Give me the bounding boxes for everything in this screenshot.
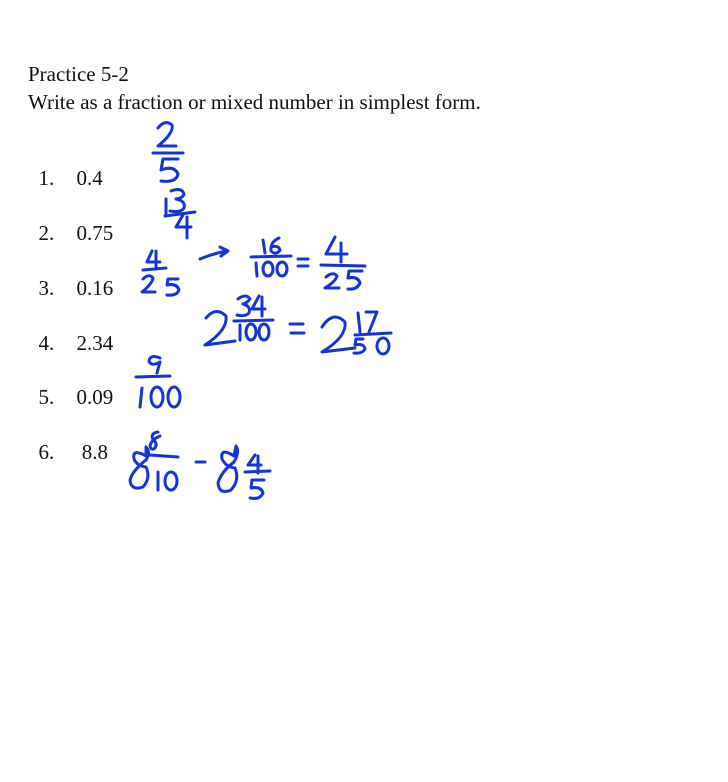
problem-value: 2.34	[76, 331, 114, 355]
handwritten-answer-6	[130, 432, 270, 498]
problem-value: 8.8	[76, 440, 108, 464]
problem-number: 5.	[38, 385, 55, 409]
problem-number: 1.	[38, 166, 55, 190]
page-title: Practice 5-2	[28, 62, 129, 86]
handwritten-answer-4	[205, 296, 391, 354]
problem-value: 0.09	[76, 385, 114, 409]
problem-number: 2.	[38, 221, 55, 245]
problem-value: 0.4	[76, 166, 103, 190]
handwritten-answer-3	[142, 237, 365, 295]
problem-number: 6.	[38, 440, 55, 464]
instructions: Write as a fraction or mixed number in simplest form.	[28, 90, 481, 114]
problem-value: 0.75	[76, 221, 114, 245]
handwritten-answer-2	[165, 190, 195, 238]
problem-value: 0.16	[76, 276, 114, 300]
problem-number: 3.	[38, 276, 55, 300]
problem-number: 4.	[38, 331, 55, 355]
handwritten-answer-5	[136, 357, 180, 407]
handwritten-answer-1	[153, 123, 183, 182]
